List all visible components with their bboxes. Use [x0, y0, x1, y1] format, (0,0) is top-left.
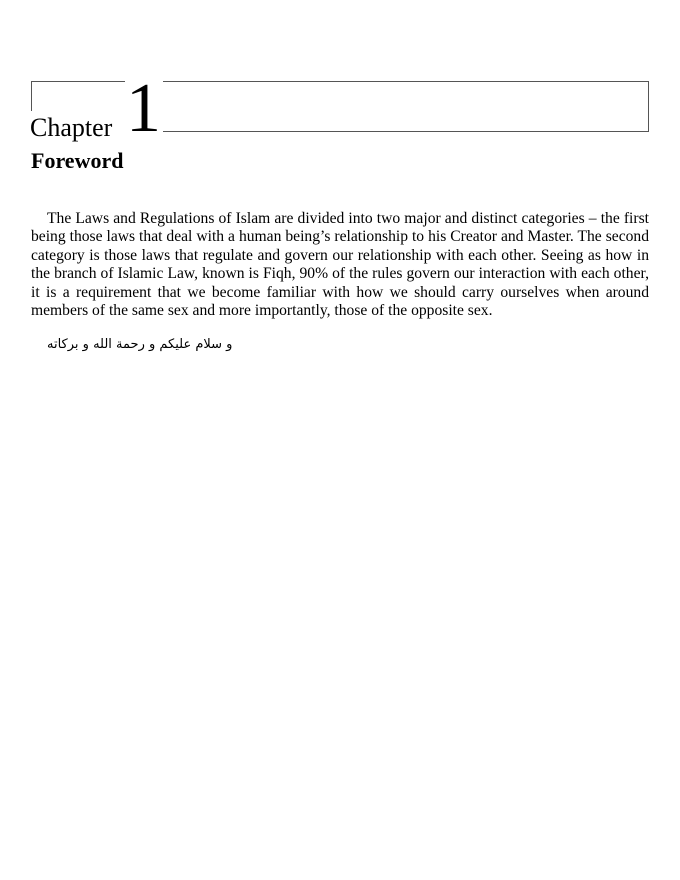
arabic-greeting: و سلام عليكم و رحمة الله و بركاته — [47, 337, 233, 352]
chapter-label: Chapter — [30, 113, 113, 142]
chapter-frame-right-box — [163, 81, 649, 132]
body-paragraph: The Laws and Regulations of Islam are divided into two major and distinct categories – the first being those laws that deal with a human being’s relationship to his Creator and Master. The second category is those laws that regulate and govern our relationship with each other. Seeing as how in the branch of Islamic Law, known is Fiqh, 90% of the rules govern our interaction with each other, it is a requirement that we become familiar with how we should carry ourselves when around members of the same sex and more importantly, those of the opposite sex. — [31, 210, 649, 320]
chapter-frame-top-left-rule — [31, 81, 125, 82]
section-title: Foreword — [31, 148, 124, 173]
chapter-frame-left-rule — [31, 81, 32, 111]
chapter-number: 1 — [126, 70, 161, 147]
